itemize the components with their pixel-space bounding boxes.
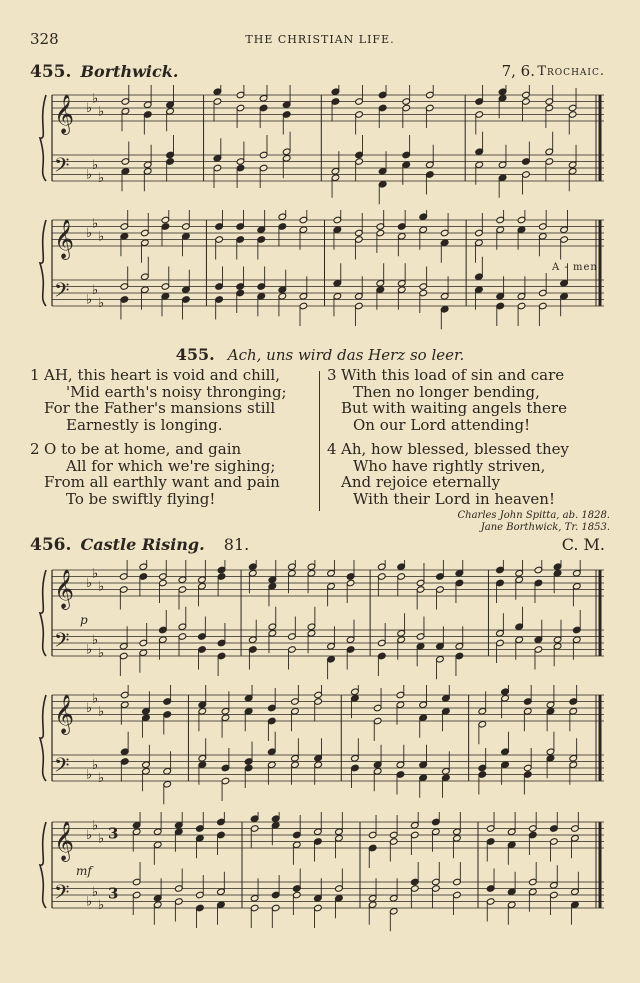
verse-line: O to be at home, and gain bbox=[44, 440, 242, 458]
flat-icon: ♭ bbox=[98, 170, 105, 186]
column-divider bbox=[319, 371, 320, 511]
dynamic-piano: p bbox=[80, 613, 88, 627]
flat-icon: ♭ bbox=[92, 216, 99, 232]
music-system-1 bbox=[38, 85, 608, 205]
verse-number: 3 bbox=[327, 366, 337, 384]
hymn-verses bbox=[30, 367, 610, 532]
attribution-author: Charles John Spitta, ab. 1828. bbox=[457, 510, 610, 521]
flat-icon: ♭ bbox=[86, 701, 93, 716]
flat-icon: ♭ bbox=[98, 645, 105, 661]
bass-clef-icon: 𝄢 bbox=[54, 628, 70, 657]
flat-icon: ♭ bbox=[86, 167, 93, 183]
verse-line: 'Mid earth's noisy thronging; bbox=[66, 382, 287, 401]
flat-icon: ♭ bbox=[92, 691, 99, 707]
flat-icon: ♭ bbox=[92, 818, 99, 834]
flat-icon: ♭ bbox=[86, 292, 93, 308]
staff-lines bbox=[52, 570, 604, 656]
flat-icon: ♭ bbox=[86, 767, 93, 783]
verse-line: On our Lord attending! bbox=[353, 415, 531, 434]
verse-number: 4 bbox=[327, 440, 337, 458]
verse-line: From all earthly want and pain bbox=[44, 473, 280, 491]
music-system-3 bbox=[38, 560, 608, 680]
verse-line: And rejoice eternally bbox=[341, 473, 501, 491]
verse bbox=[30, 441, 315, 507]
verse-line: Earnestly is longing. bbox=[66, 415, 223, 434]
flat-icon: ♭ bbox=[98, 295, 105, 311]
verse-line: With their Lord in heaven! bbox=[353, 489, 555, 508]
bass-clef-icon: 𝄢 bbox=[54, 753, 70, 782]
treble-clef-icon: 𝄞 bbox=[54, 694, 75, 734]
verse-number: 1 bbox=[30, 366, 40, 384]
flat-icon: ♭ bbox=[86, 828, 93, 843]
hymn-text-title: Ach, uns wird das Herz so leer. bbox=[227, 346, 465, 364]
treble-clef-icon: 𝄞 bbox=[54, 94, 75, 134]
brace bbox=[40, 822, 46, 908]
music-score-1 bbox=[38, 85, 608, 205]
bass-clef-icon: 𝄢 bbox=[54, 153, 70, 182]
time-signature: 3 bbox=[108, 884, 119, 903]
flat-icon: ♭ bbox=[86, 894, 93, 910]
flat-icon: ♭ bbox=[86, 226, 93, 241]
flat-icon: ♭ bbox=[98, 831, 105, 847]
running-title: THE CHRISTIAN LIFE. bbox=[245, 33, 395, 46]
verse-number: 2 bbox=[30, 440, 40, 458]
flat-icon: ♭ bbox=[92, 757, 99, 773]
flat-icon: ♭ bbox=[92, 157, 99, 173]
verse bbox=[327, 441, 612, 507]
staff-lines bbox=[52, 695, 604, 781]
flat-icon: ♭ bbox=[92, 282, 99, 298]
flat-icon: ♭ bbox=[92, 884, 99, 900]
flat-icon: ♭ bbox=[86, 576, 93, 591]
flat-icon: ♭ bbox=[92, 632, 99, 648]
hymn-number: 455. bbox=[30, 62, 72, 82]
page-header bbox=[30, 30, 610, 50]
music-score-3 bbox=[38, 560, 608, 680]
hymn-text-number: 455. bbox=[175, 345, 215, 364]
verse-line: But with waiting angels there bbox=[341, 399, 567, 417]
brace bbox=[40, 570, 46, 656]
dynamic-mezzo-forte: mf bbox=[76, 864, 92, 878]
verse-column-right bbox=[327, 367, 612, 507]
flat-icon: ♭ bbox=[92, 91, 99, 107]
verse-line: All for which we're sighing; bbox=[66, 456, 276, 475]
attribution-translator: Jane Borthwick, Tr. 1853. bbox=[480, 522, 610, 533]
treble-clef-icon: 𝄞 bbox=[54, 219, 75, 259]
bass-clef-icon: 𝄢 bbox=[54, 278, 70, 307]
hymn-455-tune-heading bbox=[30, 62, 605, 84]
brace bbox=[40, 220, 46, 306]
amen-label: A - men. bbox=[552, 262, 602, 273]
music-score-5 bbox=[38, 812, 608, 937]
music-system-5 bbox=[38, 812, 608, 937]
hymn-455-text-heading bbox=[0, 345, 640, 364]
treble-clef-icon: 𝄞 bbox=[54, 821, 75, 861]
verse-line: To be swiftly flying! bbox=[66, 489, 216, 508]
music-system-2 bbox=[38, 210, 608, 335]
hymn-number: 456. bbox=[30, 535, 72, 555]
verse-line: Then no longer bending, bbox=[353, 382, 540, 401]
flat-icon: ♭ bbox=[98, 229, 105, 245]
meter: C. M. bbox=[561, 535, 605, 554]
page-number: 328 bbox=[30, 30, 59, 48]
tune-name: Castle Rising. bbox=[80, 535, 205, 554]
time-signature: 3 bbox=[108, 824, 119, 843]
meter-type: Trochaic. bbox=[537, 64, 605, 79]
meter: 7, 6. bbox=[501, 62, 535, 80]
flat-icon: ♭ bbox=[86, 101, 93, 116]
hymn-456-tune-heading bbox=[30, 535, 605, 557]
verse-column-left bbox=[30, 367, 315, 507]
flat-icon: ♭ bbox=[98, 704, 105, 720]
music-system-4 bbox=[38, 685, 608, 805]
tune-number: 81. bbox=[223, 535, 250, 554]
staff-lines bbox=[52, 95, 604, 181]
verse-line: For the Father's mansions still bbox=[44, 399, 276, 417]
flat-icon: ♭ bbox=[98, 770, 105, 786]
brace bbox=[40, 695, 46, 781]
flat-icon: ♭ bbox=[98, 897, 105, 913]
verse-line: AH, this heart is void and chill, bbox=[44, 366, 280, 384]
flat-icon: ♭ bbox=[92, 566, 99, 582]
verse bbox=[30, 367, 315, 433]
verse-line: Ah, how blessed, blessed they bbox=[341, 440, 569, 458]
flat-icon: ♭ bbox=[98, 104, 105, 120]
music-score-2 bbox=[38, 210, 608, 335]
music-score-4 bbox=[38, 685, 608, 805]
verse bbox=[327, 367, 612, 433]
treble-clef-icon: 𝄞 bbox=[54, 569, 75, 609]
tune-name: Borthwick. bbox=[80, 62, 179, 81]
brace bbox=[40, 95, 46, 181]
flat-icon: ♭ bbox=[98, 579, 105, 595]
bass-clef-icon: 𝄢 bbox=[54, 880, 70, 909]
flat-icon: ♭ bbox=[86, 642, 93, 658]
verse-line: Who have rightly striven, bbox=[353, 456, 546, 475]
verse-line: With this load of sin and care bbox=[341, 366, 565, 384]
